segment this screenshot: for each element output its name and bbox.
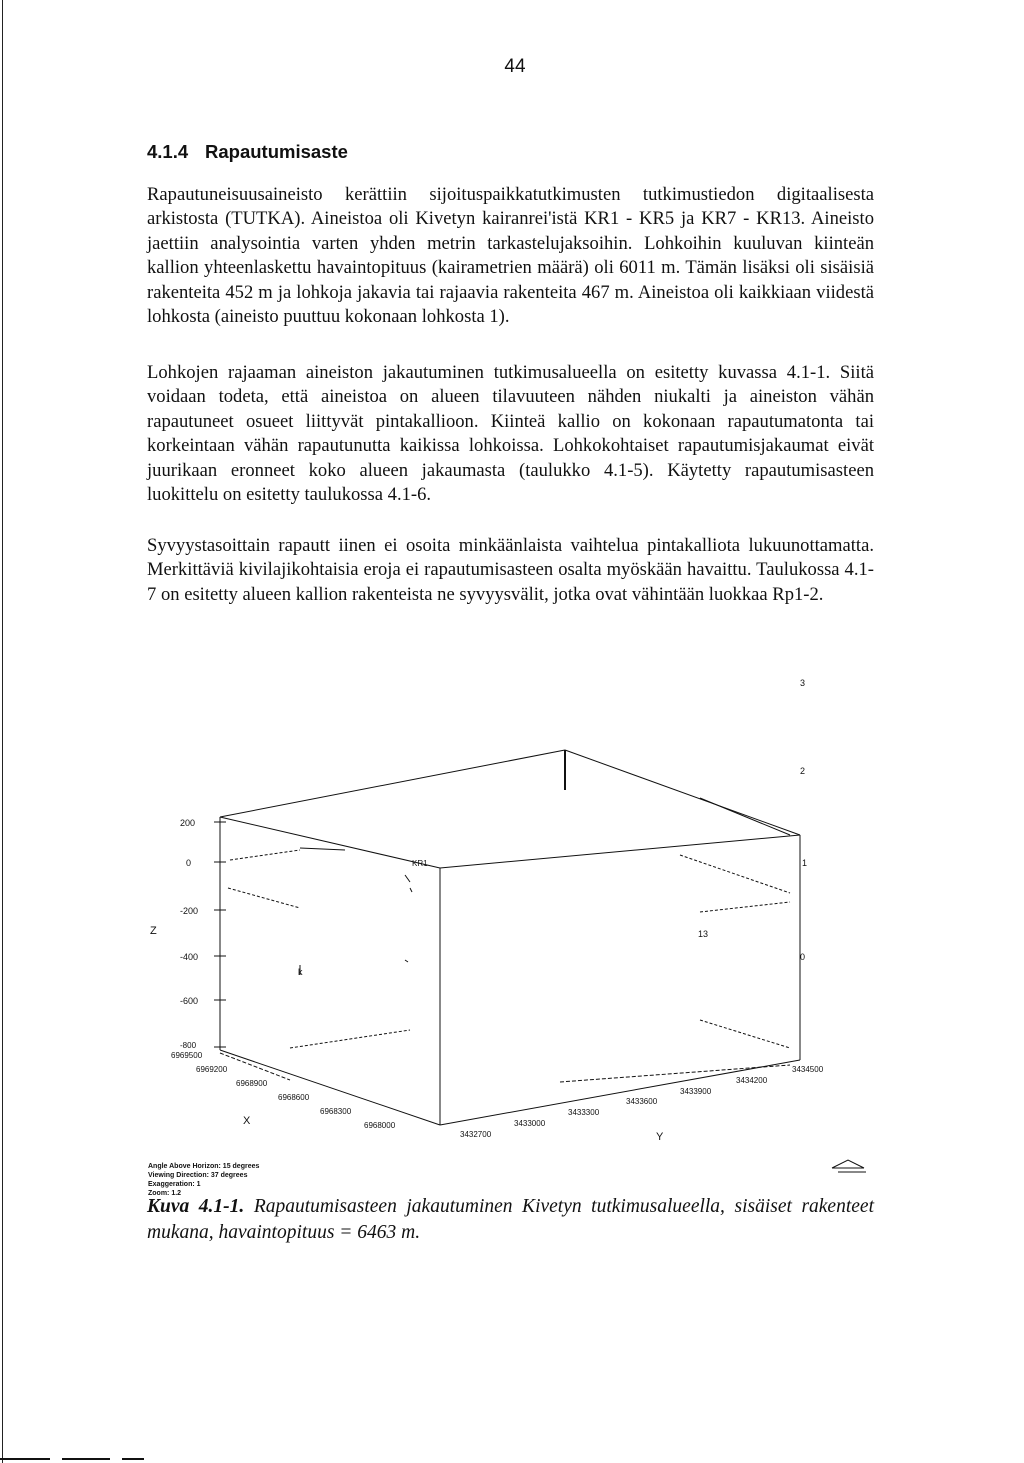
structure-line <box>300 848 345 850</box>
compass-icon <box>832 1160 866 1172</box>
structure-line <box>700 1020 790 1048</box>
block-label: k <box>298 967 303 977</box>
borehole-label: KR1 <box>412 859 428 868</box>
bottom-rule <box>62 1458 110 1460</box>
y-tick-label: 3432700 <box>460 1130 492 1139</box>
z-tick-label: -800 <box>180 1041 197 1050</box>
x-tick-label: 6968300 <box>320 1107 352 1116</box>
bottom-rule <box>122 1458 144 1460</box>
structure-tick <box>405 960 408 962</box>
structure-tick <box>410 888 412 892</box>
structure-line <box>228 888 300 908</box>
view-info-line: Angle Above Horizon: 15 degrees <box>148 1163 260 1170</box>
legend-value: 3 <box>800 678 806 688</box>
y-tick-label: 3434200 <box>736 1076 768 1085</box>
box-top-back-right <box>565 750 800 835</box>
figure-caption <box>147 1194 874 1246</box>
x-tick-label: 6968900 <box>236 1079 268 1088</box>
legend-value: 1 <box>802 858 808 868</box>
caption-text: Rapautumisasteen jakautuminen Kivetyn tutkimusalueella, sisäiset rakenteet mukana, havaintopituus = 6463 m. <box>147 1196 874 1243</box>
weathering-3d-plot <box>0 660 1024 1197</box>
structure-line <box>680 855 790 893</box>
z-tick-label: 0 <box>186 858 192 868</box>
z-tick-label: -600 <box>180 996 199 1006</box>
structure-line <box>700 798 790 835</box>
box-top-left-diag <box>220 817 440 868</box>
section-number: 4.1.4 <box>147 141 189 162</box>
x-tick-label: 6968000 <box>364 1121 396 1130</box>
y-tick-label: 3433000 <box>514 1119 546 1128</box>
z-tick-label: 200 <box>180 818 196 828</box>
page-number: 44 <box>504 56 526 77</box>
view-info-line: Zoom: 1.2 <box>148 1190 182 1197</box>
structure-line <box>700 902 790 912</box>
y-tick-label: 3433900 <box>680 1087 712 1096</box>
y-tick-label: 3433300 <box>568 1108 600 1117</box>
z-tick-label: -200 <box>180 906 199 916</box>
x-tick-label: 6969500 <box>171 1051 203 1060</box>
x-axis-label: X <box>243 1115 251 1127</box>
y-axis-line <box>440 1060 800 1125</box>
view-info-line: Viewing Direction: 37 degrees <box>148 1172 248 1179</box>
legend-value: 2 <box>800 766 806 776</box>
y-tick-label: 3433600 <box>626 1097 658 1106</box>
structure-tick <box>405 875 410 882</box>
paragraph-depth-variation: Syvyystasoittain rapautt iinen ei osoita minkäänlaista vaihtelua pintakalliota lukuunottamatta. Merkittäviä kivilajikohtaisia eroja ei rapautumisasteen osalta myöskään havaittu. Taulukossa 4.1-7 on esitetty alueen kallion rakenteista ne syvyysvälit, jotka ovat vähintään luokkaa Rp1-2. <box>147 535 874 605</box>
box-top-front <box>440 835 800 868</box>
view-info-line: Exaggeration: 1 <box>148 1181 201 1188</box>
structure-line <box>220 1053 290 1080</box>
section-title: Rapautumisaste <box>205 141 348 162</box>
box-top-back-left <box>220 750 565 817</box>
legend-value: 0 <box>800 952 806 962</box>
caption-label: Kuva 4.1-1. <box>147 1196 245 1217</box>
paragraph-data-source: Rapautuneisuusaineisto kerättiin sijoituspaikkatutkimusten tutkimustiedon digitaalisesta arkistosta (TUTKA). Aineistoa oli Kivetyn kairanrei'istä KR1 - KR5 ja KR7 - KR13. Aineisto jaettiin analysointia varten yhden metrin tarkastelujaksoihin. Lohkoihin kuuluvan kiinteän kallion yhteenlaskettu havaintopituus (kairametrien määrä) oli 6011 m. Tämän lisäksi oli sisäisiä rakenteita 452 m ja lohkoja jakavia tai rajaavia rakenteita 467 m. Aineistoa oli kaikkiaan viidestä lohkosta (aineisto puuttuu kokonaan lohkosta 1). <box>147 184 874 328</box>
bottom-rule <box>0 1458 50 1460</box>
y-tick-label: 3434500 <box>792 1065 824 1074</box>
section-heading <box>147 141 348 163</box>
paragraph-distribution: Lohkojen rajaaman aineiston jakautuminen tutkimusalueella on esitetty kuvassa 4.1-1. Siitä voidaan todeta, että aineistoa on alueen tilavuuteen nähden niukalti ja aineiston vähän rapautuneet osueet liittyvät pintakallioon. Kiinteä kallio on kokonaan rapautumatonta tai korkeintaan vähän rapautunutta kaikissa lohkoissa. Lohkokohtaiset rapautumisjakaumat eivät juurikaan eronneet koko alueen jakaumasta (taulukko 4.1-5). Käytetty rapautumisasteen luokittelu on esitetty taulukossa 4.1-6. <box>147 362 874 506</box>
z-tick-label: -400 <box>180 952 199 962</box>
x-tick-label: 6969200 <box>196 1065 228 1074</box>
structure-line <box>290 1030 410 1048</box>
block-label: 13 <box>698 929 709 939</box>
z-axis-label: Z <box>150 925 157 937</box>
y-axis-label: Y <box>656 1131 664 1143</box>
x-tick-label: 6968600 <box>278 1093 310 1102</box>
structure-line <box>230 850 300 860</box>
